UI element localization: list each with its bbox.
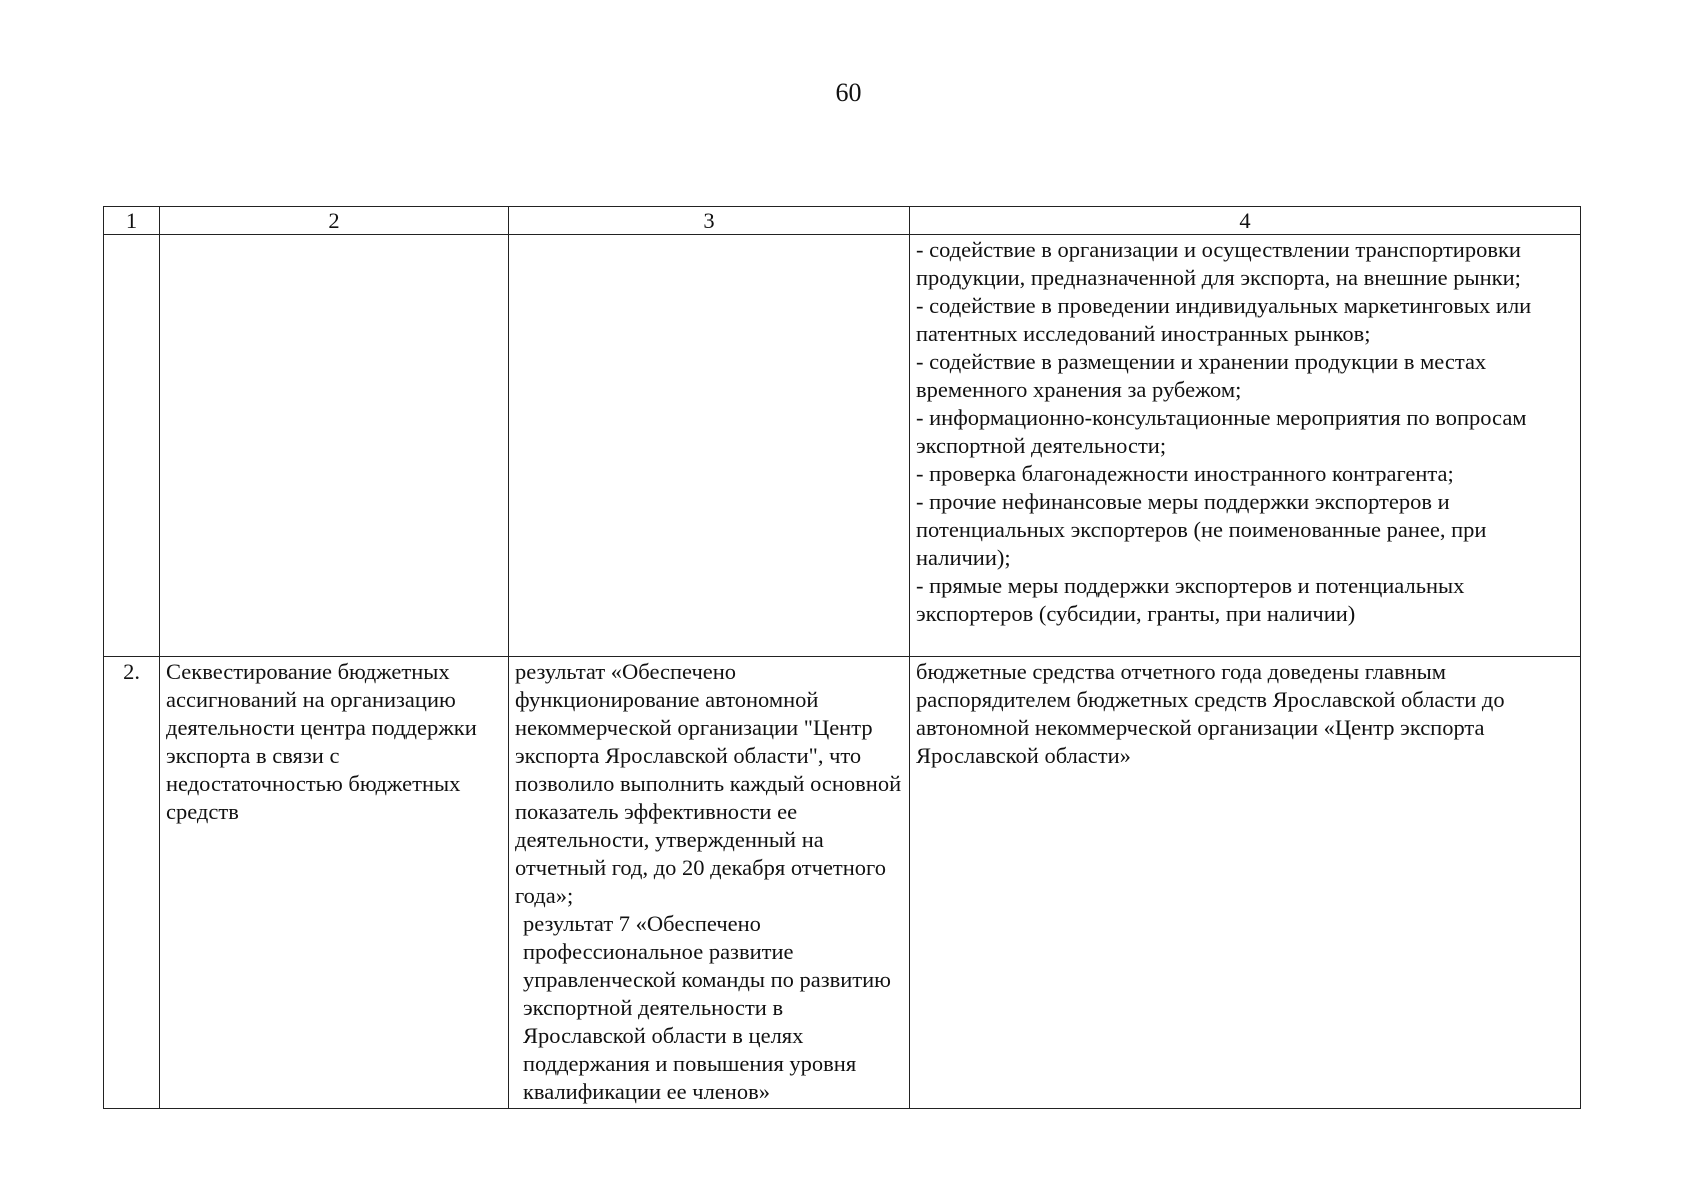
table-row: [104, 235, 1581, 657]
column-header-2: 2: [160, 207, 509, 235]
support-measure-item: - содействие в проведении индивидуальных маркетинговых или патентных исследований иностранных рынков;: [916, 293, 1532, 346]
support-measure-item: - прочие нефинансовые меры поддержки экспортеров и потенциальных экспортеров (не поименованные ранее, при наличии);: [916, 489, 1487, 570]
cell-continuation-col3: [509, 235, 910, 657]
column-header-3: 3: [509, 207, 910, 235]
cell-continuation-col1: [104, 235, 160, 657]
cell-continuation-col2: [160, 235, 509, 657]
support-measure-item: - содействие в организации и осуществлении транспортировки продукции, предназначенной для экспорта, на внешние рынки;: [916, 237, 1521, 290]
support-measure-item: - проверка благонадежности иностранного контрагента;: [916, 461, 1454, 486]
table-row: [104, 657, 1581, 1109]
cell-notes: бюджетные средства отчетного года доведены главным распорядителем бюджетных средств Ярославской области до автономной некоммерческой организации «Центр экспорта Ярославской области»: [910, 657, 1581, 1109]
cell-reason: Секвестирование бюджетных ассигнований на организацию деятельности центра поддержки экспорта в связи с недостаточностью бюджетных средств: [160, 657, 509, 1109]
result-item: результат 7 «Обеспечено профессиональное развитие управленческой команды по развитию экспортной деятельности в Ярославской области в целях поддержания и повышения уровня квалификации ее членов»: [523, 911, 891, 1104]
report-table: [103, 206, 1581, 1109]
row-number: 2.: [104, 657, 160, 1109]
table-header-row: [104, 207, 1581, 235]
cell-results: [509, 657, 910, 1109]
cell-continuation-col4: [910, 235, 1581, 657]
support-measure-item: - прямые меры поддержки экспортеров и потенциальных экспортеров (субсидии, гранты, при наличии): [916, 573, 1465, 626]
result-item: результат «Обеспечено функционирование автономной некоммерческой организации "Центр экспорта Ярославской области", что позволило выполнить каждый основной показатель эффективности ее деятельности, утвержденный на отчетный год, до 20 декабря отчетного года»;: [515, 659, 902, 908]
column-header-4: 4: [910, 207, 1581, 235]
page-number: 60: [835, 78, 862, 107]
support-measure-item: - содействие в размещении и хранении продукции в местах временного хранения за рубежом;: [916, 349, 1487, 402]
column-header-1: 1: [104, 207, 160, 235]
support-measure-item: - информационно-консультационные мероприятия по вопросам экспортной деятельности;: [916, 405, 1527, 458]
